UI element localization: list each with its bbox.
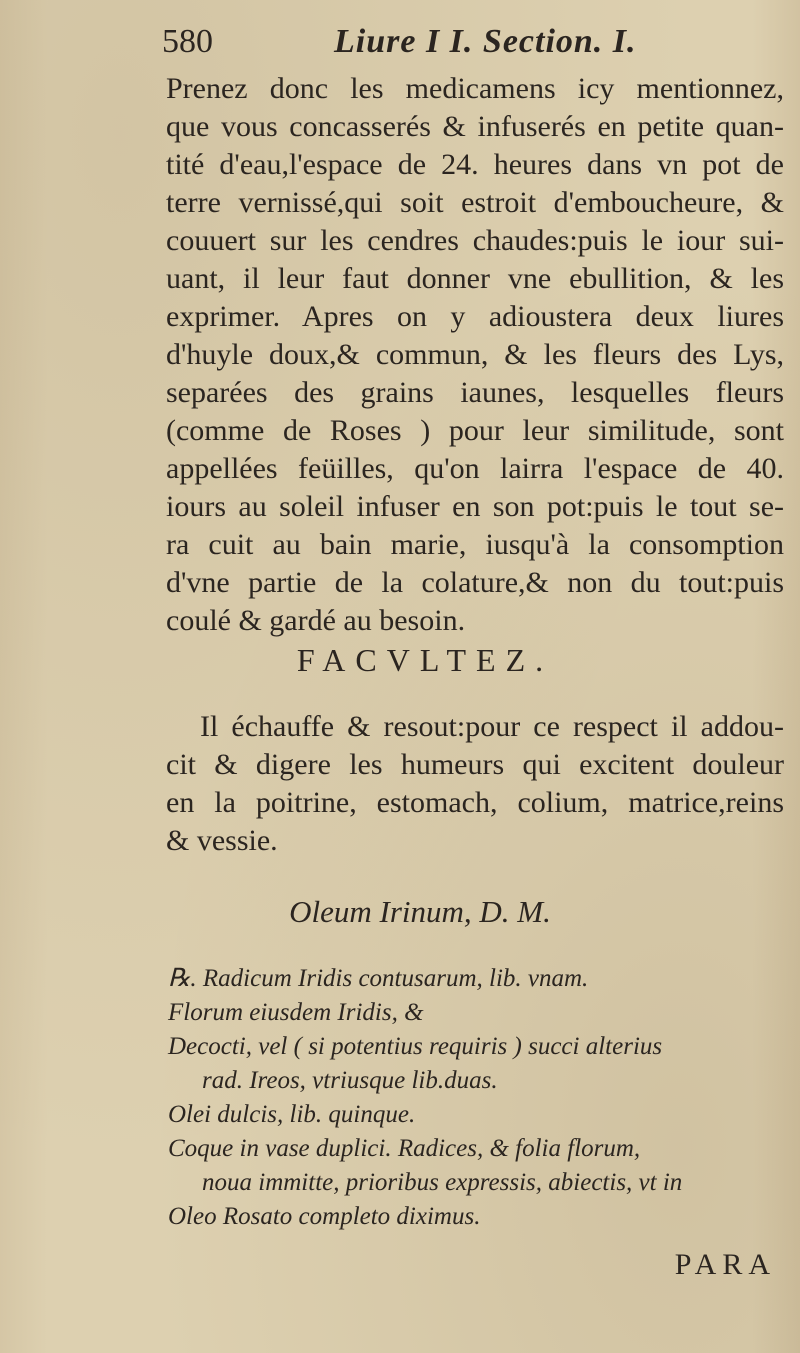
- recipe-line: Coque in vase duplici. Radices, & folia florum,: [168, 1135, 641, 1162]
- text-line: Il échauffe & resout:pour ce respect il addou-: [200, 710, 784, 743]
- text-line: exprimer. Apres on y adioustera deux liures: [166, 300, 784, 333]
- text-line: appellées feüilles, qu'on lairra l'espace de 40.: [166, 452, 784, 485]
- text-line: couuert sur les cendres chaudes:puis le iour sui-: [166, 224, 784, 257]
- text-line: tité d'eau,l'espace de 24. heures dans vn pot de: [166, 148, 784, 181]
- section-heading: FACVLTEZ.: [296, 642, 554, 678]
- text-line: & vessie.: [166, 824, 278, 857]
- text-line: Prenez donc les medicamens icy mentionnez,: [166, 72, 784, 105]
- text-line: en la poitrine, estomach, colium, matrice,reins: [166, 786, 784, 819]
- text-line: iours au soleil infuser en son pot:puis le tout se-: [166, 490, 784, 523]
- recipe-line: ℞. Radicum Iridis contusarum, lib. vnam.: [168, 965, 589, 992]
- text-line: uant, il leur faut donner vne ebullition, & les: [166, 262, 784, 295]
- page-number: 580: [162, 23, 213, 60]
- text-line: coulé & gardé au besoin.: [166, 604, 466, 637]
- recipe-line: Decocti, vel ( si potentius requiris ) succi alterius: [168, 1033, 663, 1060]
- recipe-title: Oleum Irinum, D. M.: [289, 894, 551, 929]
- recipe-line: Florum eiusdem Iridis, &: [168, 999, 424, 1026]
- text-line: ra cuit au bain marie, iusqu'à la consomption: [166, 528, 784, 561]
- recipe-line: noua immitte, prioribus expressis, abiectis, vt in: [202, 1169, 683, 1196]
- text-line: terre vernissé,qui soit estroit d'emboucheure, &: [166, 186, 784, 219]
- text-line: d'huyle doux,& commun, & les fleurs des Lys,: [166, 338, 784, 371]
- running-head: Liure I I. Section. I.: [334, 23, 637, 60]
- main-paragraph: [166, 70, 784, 640]
- text-line: separées des grains iaunes, lesquelles fleurs: [166, 376, 784, 409]
- text-line: cit & digere les humeurs qui excitent douleur: [166, 748, 784, 781]
- catchword: PARA: [674, 1248, 776, 1281]
- text-line: (comme de Roses ) pour leur similitude, sont: [166, 414, 784, 447]
- recipe-block: [168, 962, 788, 1234]
- recipe-line: rad. Ireos, vtriusque lib.duas.: [202, 1067, 498, 1094]
- faculties-paragraph: [166, 708, 784, 860]
- recipe-line: Oleo Rosato completo diximus.: [168, 1203, 481, 1230]
- recipe-line: Olei dulcis, lib. quinque.: [168, 1101, 416, 1128]
- text-line: que vous concasserés & infuserés en petite quan-: [166, 110, 784, 143]
- page-header: [162, 18, 682, 66]
- text-line: d'vne partie de la colature,& non du tout:puis: [166, 566, 784, 599]
